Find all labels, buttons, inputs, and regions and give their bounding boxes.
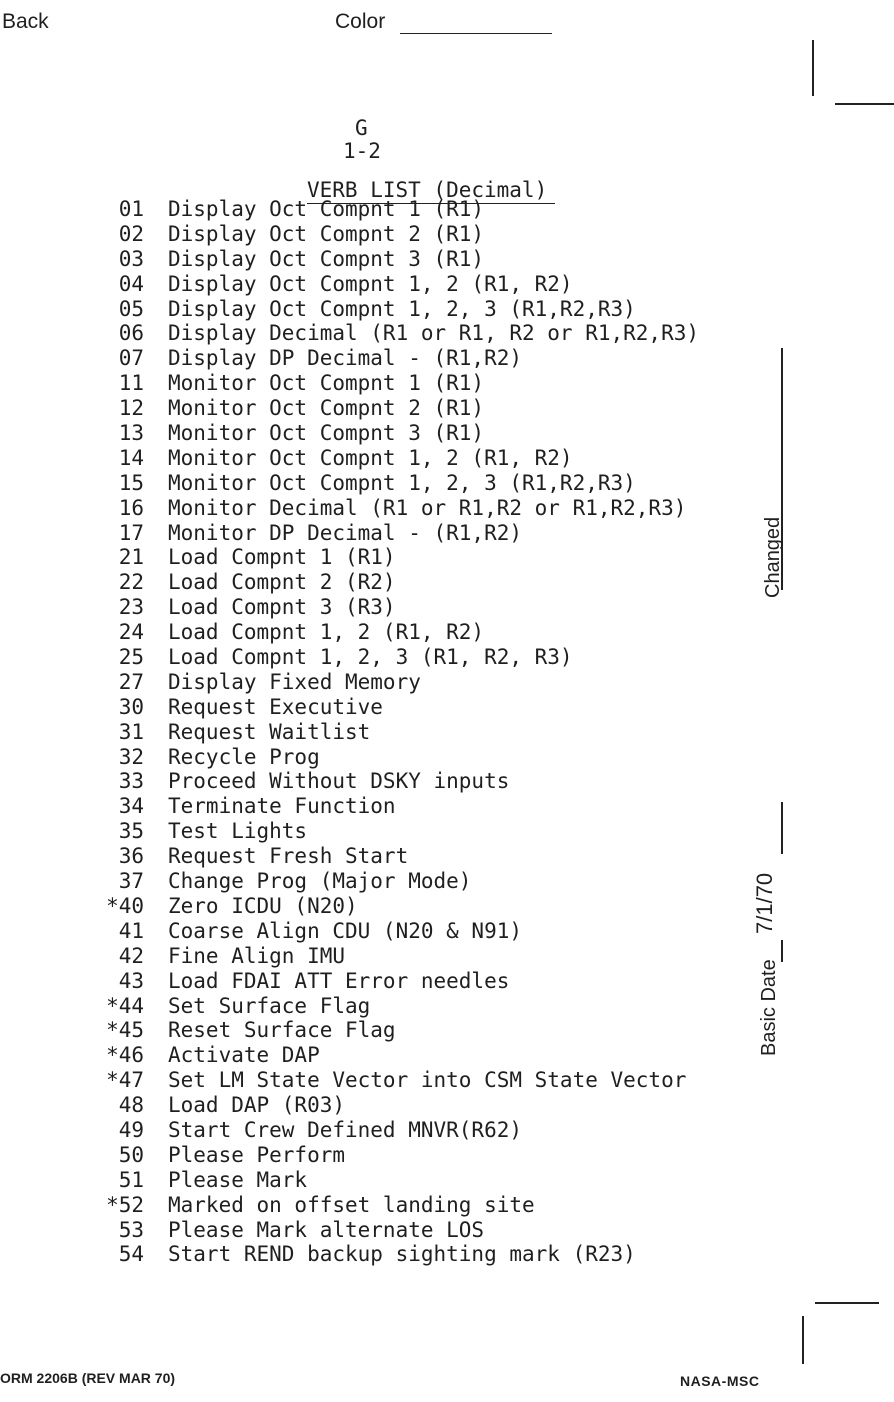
verb-description: Set Surface Flag: [168, 993, 371, 1018]
verb-description: Display Oct Compnt 1, 2, 3 (R1,R2,R3): [168, 296, 636, 321]
verb-code: 06: [118, 321, 144, 346]
verb-row: [100, 1018, 699, 1043]
verb-row: [100, 720, 699, 745]
verb-row: [100, 570, 699, 595]
verb-description: Monitor Oct Compnt 1, 2, 3 (R1,R2,R3): [168, 470, 636, 495]
verb-description: Monitor Oct Compnt 2 (R1): [168, 396, 485, 421]
verb-code: 02: [118, 221, 144, 246]
verb-code: 49: [118, 1117, 144, 1142]
verb-code: *47: [106, 1068, 144, 1093]
verb-description: Proceed Without DSKY inputs: [168, 769, 510, 794]
verb-code: 41: [118, 918, 144, 943]
verb-row: [100, 446, 699, 471]
crop-mark-bottom-horizontal: [815, 1302, 879, 1304]
verb-code: 15: [118, 470, 144, 495]
verb-description: Monitor Oct Compnt 1 (R1): [168, 371, 485, 396]
verb-code: 04: [118, 271, 144, 296]
verb-code: 11: [118, 371, 144, 396]
verb-row: [100, 545, 699, 570]
verb-code: 51: [118, 1167, 144, 1192]
verb-row: [100, 421, 699, 446]
verb-row: [100, 595, 699, 620]
verb-row: [100, 471, 699, 496]
verb-description: Activate DAP: [168, 1043, 320, 1068]
verb-description: Request Waitlist: [168, 719, 371, 744]
verb-row: [100, 919, 699, 944]
verb-code: 17: [118, 520, 144, 545]
verb-description: Set LM State Vector into CSM State Vector: [168, 1068, 687, 1093]
verb-row: [100, 297, 699, 322]
back-label: Back: [2, 10, 49, 33]
verb-code: 34: [118, 794, 144, 819]
verb-code: 54: [118, 1242, 144, 1267]
verb-description: Request Executive: [168, 694, 383, 719]
verb-row: [100, 197, 699, 222]
verb-code: 07: [118, 346, 144, 371]
verb-description: Load Compnt 1, 2, 3 (R1, R2, R3): [168, 645, 573, 670]
verb-description: Please Perform: [168, 1142, 346, 1167]
crop-mark-bottom-vertical: [802, 1316, 804, 1364]
verb-description: Monitor DP Decimal - (R1,R2): [168, 520, 523, 545]
verb-code: 27: [118, 669, 144, 694]
verb-row: [100, 994, 699, 1019]
verb-description: Fine Align IMU: [168, 943, 346, 968]
verb-description: Marked on offset landing site: [168, 1192, 535, 1217]
verb-row: [100, 1118, 699, 1143]
verb-description: Load Compnt 3 (R3): [168, 595, 396, 620]
verb-row: [100, 695, 699, 720]
verb-description: Request Fresh Start: [168, 844, 409, 869]
verb-code: 22: [118, 570, 144, 595]
verb-description: Change Prog (Major Mode): [168, 869, 472, 894]
verb-description: Test Lights: [168, 819, 308, 844]
list-title: VERB LIST (Decimal): [307, 178, 548, 202]
verb-row: [100, 745, 699, 770]
verb-code: 42: [118, 943, 144, 968]
verb-description: Display Oct Compnt 2 (R1): [168, 221, 485, 246]
verb-row: [100, 1242, 699, 1267]
verb-code: *52: [106, 1192, 144, 1217]
verb-row: [100, 944, 699, 969]
verb-code: *46: [106, 1043, 144, 1068]
verb-row: [100, 869, 699, 894]
basic-date-label: Basic Date: [758, 959, 780, 1056]
verb-row: [100, 247, 699, 272]
verb-description: Start REND backup sighting mark (R23): [168, 1242, 636, 1267]
verb-code: 16: [118, 495, 144, 520]
verb-code: 35: [118, 819, 144, 844]
verb-code: 50: [118, 1142, 144, 1167]
verb-row: [100, 620, 699, 645]
crop-mark-top-horizontal: [835, 103, 894, 105]
verb-code: 05: [118, 296, 144, 321]
verb-code: 43: [118, 968, 144, 993]
verb-description: Load FDAI ATT Error needles: [168, 968, 510, 993]
verb-code: 31: [118, 719, 144, 744]
verb-description: Zero ICDU (N20): [168, 893, 358, 918]
verb-row: [100, 521, 699, 546]
verb-description: Load DAP (R03): [168, 1093, 346, 1118]
verb-code: 33: [118, 769, 144, 794]
verb-description: Reset Surface Flag: [168, 1018, 396, 1043]
verb-row: [100, 346, 699, 371]
color-label: Color: [335, 10, 386, 33]
verb-code: 25: [118, 645, 144, 670]
verb-description: Monitor Oct Compnt 3 (R1): [168, 421, 485, 446]
verb-row: [100, 396, 699, 421]
verb-row: [100, 272, 699, 297]
verb-code: 24: [118, 620, 144, 645]
verb-row: [100, 1193, 699, 1218]
verb-code: 23: [118, 595, 144, 620]
verb-description: Load Compnt 2 (R2): [168, 570, 396, 595]
form-number: ORM 2206B (REV MAR 70): [0, 1370, 176, 1386]
verb-description: Load Compnt 1, 2 (R1, R2): [168, 620, 485, 645]
changed-label: Changed: [762, 516, 784, 598]
verb-row: [100, 222, 699, 247]
crop-mark-top-vertical: [812, 40, 814, 96]
verb-row: [100, 496, 699, 521]
verb-row: [100, 1168, 699, 1193]
verb-row: [100, 371, 699, 396]
verb-row: [100, 1043, 699, 1068]
section-letter: G: [355, 116, 368, 140]
verb-description: Display DP Decimal - (R1,R2): [168, 346, 523, 371]
verb-code: 03: [118, 246, 144, 271]
basic-date-value: 7/1/70: [752, 872, 777, 934]
verb-row: [100, 645, 699, 670]
org-label: NASA-MSC: [680, 1373, 760, 1389]
verb-row: [100, 1218, 699, 1243]
verb-description: Monitor Oct Compnt 1, 2 (R1, R2): [168, 445, 573, 470]
verb-row: [100, 1143, 699, 1168]
verb-description: Recycle Prog: [168, 744, 320, 769]
verb-row: [100, 1068, 699, 1093]
verb-code: *44: [106, 993, 144, 1018]
color-blank-line: [400, 33, 552, 34]
verb-description: Start Crew Defined MNVR(R62): [168, 1117, 523, 1142]
verb-description: Display Decimal (R1 or R1, R2 or R1,R2,R3): [168, 321, 700, 346]
date-line-upper: [781, 802, 783, 854]
verb-description: Please Mark alternate LOS: [168, 1217, 485, 1242]
verb-code: 21: [118, 545, 144, 570]
verb-code: *45: [106, 1018, 144, 1043]
verb-code: 12: [118, 396, 144, 421]
verb-code: 36: [118, 844, 144, 869]
verb-row: [100, 894, 699, 919]
verb-code: 01: [118, 197, 144, 221]
verb-description: Display Oct Compnt 1 (R1): [168, 197, 485, 221]
verb-row: [100, 794, 699, 819]
verb-code: 53: [118, 1217, 144, 1242]
verb-code: 30: [118, 694, 144, 719]
verb-row: [100, 844, 699, 869]
verb-row: [100, 321, 699, 346]
verb-description: Monitor Decimal (R1 or R1,R2 or R1,R2,R3): [168, 495, 687, 520]
verb-description: Load Compnt 1 (R1): [168, 545, 396, 570]
verb-description: Please Mark: [168, 1167, 308, 1192]
verb-code: *40: [106, 893, 144, 918]
verb-list: [100, 197, 699, 1267]
verb-description: Coarse Align CDU (N20 & N91): [168, 918, 523, 943]
verb-code: 13: [118, 421, 144, 446]
verb-description: Display Fixed Memory: [168, 669, 421, 694]
verb-description: Display Oct Compnt 1, 2 (R1, R2): [168, 271, 573, 296]
verb-description: Display Oct Compnt 3 (R1): [168, 246, 485, 271]
verb-row: [100, 969, 699, 994]
verb-code: 14: [118, 445, 144, 470]
verb-code: 48: [118, 1093, 144, 1118]
verb-code: 37: [118, 869, 144, 894]
verb-row: [100, 769, 699, 794]
verb-description: Terminate Function: [168, 794, 396, 819]
verb-row: [100, 819, 699, 844]
verb-code: 32: [118, 744, 144, 769]
page-number: 1-2: [343, 139, 381, 163]
verb-row: [100, 1093, 699, 1118]
verb-row: [100, 670, 699, 695]
date-line-lower: [781, 940, 783, 962]
